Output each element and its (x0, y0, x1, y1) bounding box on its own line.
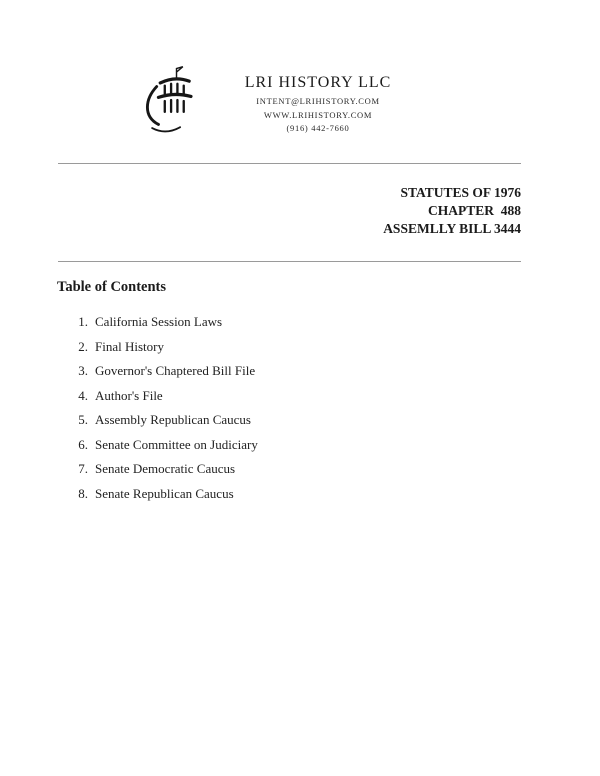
company-email: INTENT@LRIHISTORY.COM (256, 96, 380, 106)
toc-item-label: Assembly Republican Caucus (95, 412, 251, 427)
capitol-sketch-logo-icon (140, 64, 204, 138)
divider-top (58, 163, 521, 164)
toc-item-label: California Session Laws (95, 314, 223, 329)
toc-item-number: 5. (78, 412, 88, 427)
divider-bottom (58, 261, 521, 262)
company-name: LRI HISTORY LLC (244, 74, 392, 91)
toc-item-label: Final History (95, 338, 164, 354)
assembly-bill-line: ASSEMLLY BILL 3444 (383, 221, 521, 236)
toc-item-label: Senate Democratic Caucus (95, 461, 236, 476)
company-phone: (916) 442-7660 (286, 123, 350, 133)
toc-item-number: 8. (78, 485, 88, 501)
toc-item (0, 315, 600, 329)
toc-item (0, 389, 600, 403)
toc-item (0, 462, 600, 476)
toc-item-label: Governor's Chaptered Bill File (95, 363, 256, 378)
toc-item (0, 364, 600, 378)
letterhead-text (228, 64, 408, 133)
toc-item-label: Senate Republican Caucus (95, 485, 234, 501)
toc-item-number: 4. (78, 387, 88, 403)
company-website: WWW.LRIHISTORY.COM (263, 110, 373, 120)
toc-heading: Table of Contents (57, 279, 167, 295)
toc-item-label: Author's File (95, 387, 163, 403)
statute-title-block (0, 184, 521, 238)
toc-item-number: 6. (78, 436, 88, 452)
toc-list (0, 315, 600, 501)
toc-item (0, 438, 600, 452)
chapter-line: CHAPTER 488 (427, 203, 521, 218)
toc-item (0, 340, 600, 354)
letterhead (140, 0, 600, 138)
toc-item-label: Senate Committee on Judiciary (95, 436, 258, 452)
toc-item-number: 1. (78, 314, 88, 329)
toc-item-number: 7. (78, 461, 88, 476)
toc-item (0, 413, 600, 427)
toc-item-number: 3. (78, 363, 88, 378)
toc-item-number: 2. (78, 338, 88, 354)
statutes-year-line: STATUTES OF 1976 (400, 185, 521, 200)
toc-item (0, 487, 600, 501)
